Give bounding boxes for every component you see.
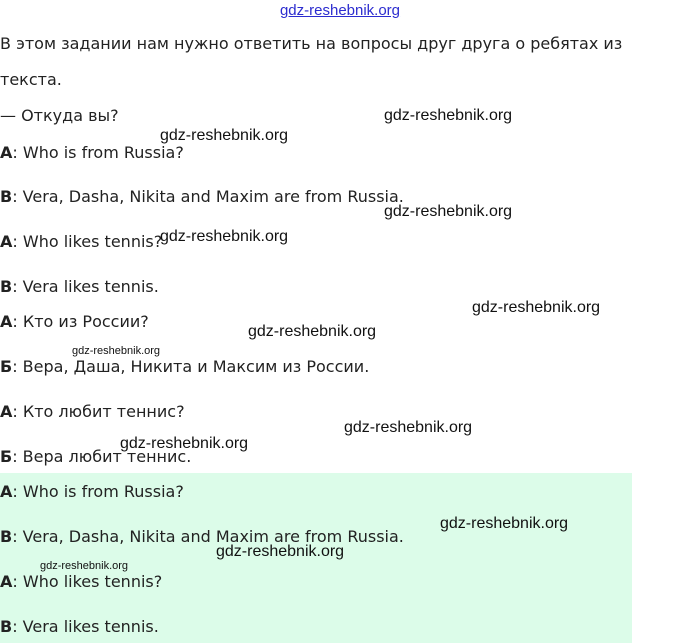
dialogue-text: : Who is from Russia? xyxy=(12,143,184,162)
speaker-label: А xyxy=(0,402,13,421)
dialogue-text: : Кто любит теннис? xyxy=(12,402,185,421)
speaker-label: A xyxy=(0,232,13,251)
dialogue-text: : Вера, Даша, Никита и Максим из России. xyxy=(12,357,370,376)
answer-text: : Vera, Dasha, Nikita and Maxim are from Russia. xyxy=(12,527,404,546)
dialogue-ru-line-3 xyxy=(0,402,185,421)
dialogue-ru-line-2 xyxy=(0,357,369,376)
watermark: gdz-reshebnik.org xyxy=(384,203,513,220)
dialogue-en-line-2 xyxy=(0,187,404,206)
watermark: gdz-reshebnik.org xyxy=(40,560,129,572)
speaker-label: B xyxy=(0,277,13,296)
dialogue-text: : Кто из России? xyxy=(12,312,149,331)
intro-line-1: В этом задании нам нужно ответить на вопросы друг друга о ребятах из xyxy=(0,34,623,53)
speaker-label: B xyxy=(0,187,13,206)
answer-text: : Who is from Russia? xyxy=(12,482,184,501)
answer-text: : Who likes tennis? xyxy=(12,572,163,591)
intro-question: — Откуда вы? xyxy=(0,106,119,125)
dialogue-text: : Vera, Dasha, Nikita and Maxim are from Russia. xyxy=(12,187,404,206)
watermark: gdz-reshebnik.org xyxy=(160,127,289,144)
watermark: gdz-reshebnik.org xyxy=(384,107,513,124)
speaker-label: A xyxy=(0,482,13,501)
watermark: gdz-reshebnik.org xyxy=(472,299,601,316)
dialogue-text: : Vera likes tennis. xyxy=(12,277,159,296)
answer-text: : Vera likes tennis. xyxy=(12,617,159,636)
answer-line-1 xyxy=(0,482,184,501)
speaker-label: Б xyxy=(0,357,13,376)
dialogue-en-line-4 xyxy=(0,277,159,296)
speaker-label: А xyxy=(0,312,13,331)
speaker-label: A xyxy=(0,143,13,162)
answer-line-4 xyxy=(0,617,159,636)
answer-line-3 xyxy=(0,572,162,591)
dialogue-en-line-3 xyxy=(0,232,162,251)
watermark: gdz-reshebnik.org xyxy=(248,323,377,340)
watermark: gdz-reshebnik.org xyxy=(160,228,289,245)
watermark: gdz-reshebnik.org xyxy=(440,515,569,532)
watermark: gdz-reshebnik.org xyxy=(344,419,473,436)
dialogue-text: : Who likes tennis? xyxy=(12,232,163,251)
speaker-label: Б xyxy=(0,447,13,466)
dialogue-ru-line-1 xyxy=(0,312,149,331)
watermark: gdz-reshebnik.org xyxy=(216,543,345,560)
dialogue-text: : Вера любит теннис. xyxy=(12,447,192,466)
speaker-label: A xyxy=(0,572,13,591)
speaker-label: B xyxy=(0,617,13,636)
site-header-link[interactable]: gdz-reshebnik.org xyxy=(279,2,401,19)
watermark: gdz-reshebnik.org xyxy=(120,435,249,452)
speaker-label: B xyxy=(0,527,13,546)
intro-line-2: текста. xyxy=(0,70,62,89)
dialogue-en-line-1 xyxy=(0,143,184,162)
watermark: gdz-reshebnik.org xyxy=(72,345,161,357)
